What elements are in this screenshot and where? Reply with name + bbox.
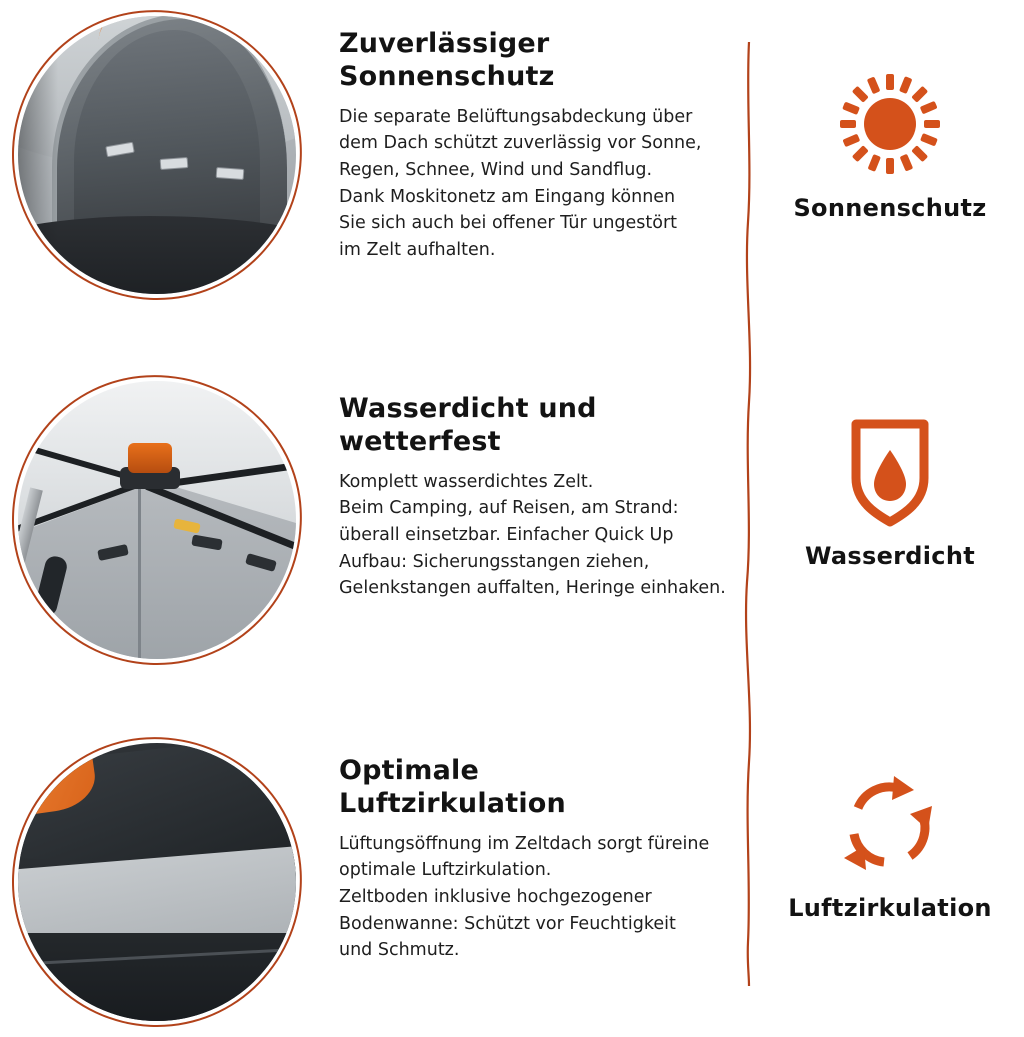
tent-interior-with-mosquito-door-photo [12, 10, 302, 300]
feature-title: Zuverlässiger Sonnenschutz [339, 28, 555, 92]
tent-pole-frame-photo [12, 375, 302, 665]
feature-row [0, 737, 740, 1037]
hand-drawn-vertical-divider [742, 42, 756, 986]
tent-floor-and-vent-photo [12, 737, 302, 1027]
benefit-badge-label: Sonnenschutz [793, 194, 987, 222]
benefit-badge-list [756, 0, 1024, 1024]
benefit-badge [756, 770, 1024, 922]
benefit-badge-label: Wasserdicht [805, 542, 975, 570]
feature-title: Wasserdicht und wetterfest [339, 393, 597, 457]
sun-icon [756, 70, 1024, 178]
feature-body: Lüftungsöffnung im Zeltdach sorgt füreine optimale Luftzirkulation. Zeltboden inklusive hochgezogener Bodenwanne: Schützt vor Feuchtigkeit und Schmutz. [339, 833, 710, 961]
feature-text [302, 10, 740, 263]
recycle-arrows-icon [756, 770, 1024, 878]
feature-body: Komplett wasserdichtes Zelt. Beim Camping, auf Reisen, am Strand: überall einsetzbar. Einfacher Quick Up Aufbau: Sicherungsstangen ziehen, Gelenkstangen auffalten, Heringe einhaken. [339, 471, 726, 599]
feature-row [0, 10, 740, 310]
feature-text [302, 737, 740, 964]
shield-waterdrop-icon [756, 418, 1024, 526]
feature-row [0, 375, 740, 675]
feature-body: Die separate Belüftungsabdeckung über dem Dach schützt zuverlässig vor Sonne, Regen, Schnee, Wind und Sandflug. Dank Moskitonetz am Eingang können Sie sich auch bei offener Tür ungestört im Zelt aufhalten. [339, 106, 702, 260]
benefit-badge-label: Luftzirkulation [788, 894, 992, 922]
feature-title: Optimale Luftzirkulation [339, 755, 566, 819]
benefit-badge [756, 418, 1024, 570]
feature-text [302, 375, 740, 602]
benefit-badge [756, 70, 1024, 222]
